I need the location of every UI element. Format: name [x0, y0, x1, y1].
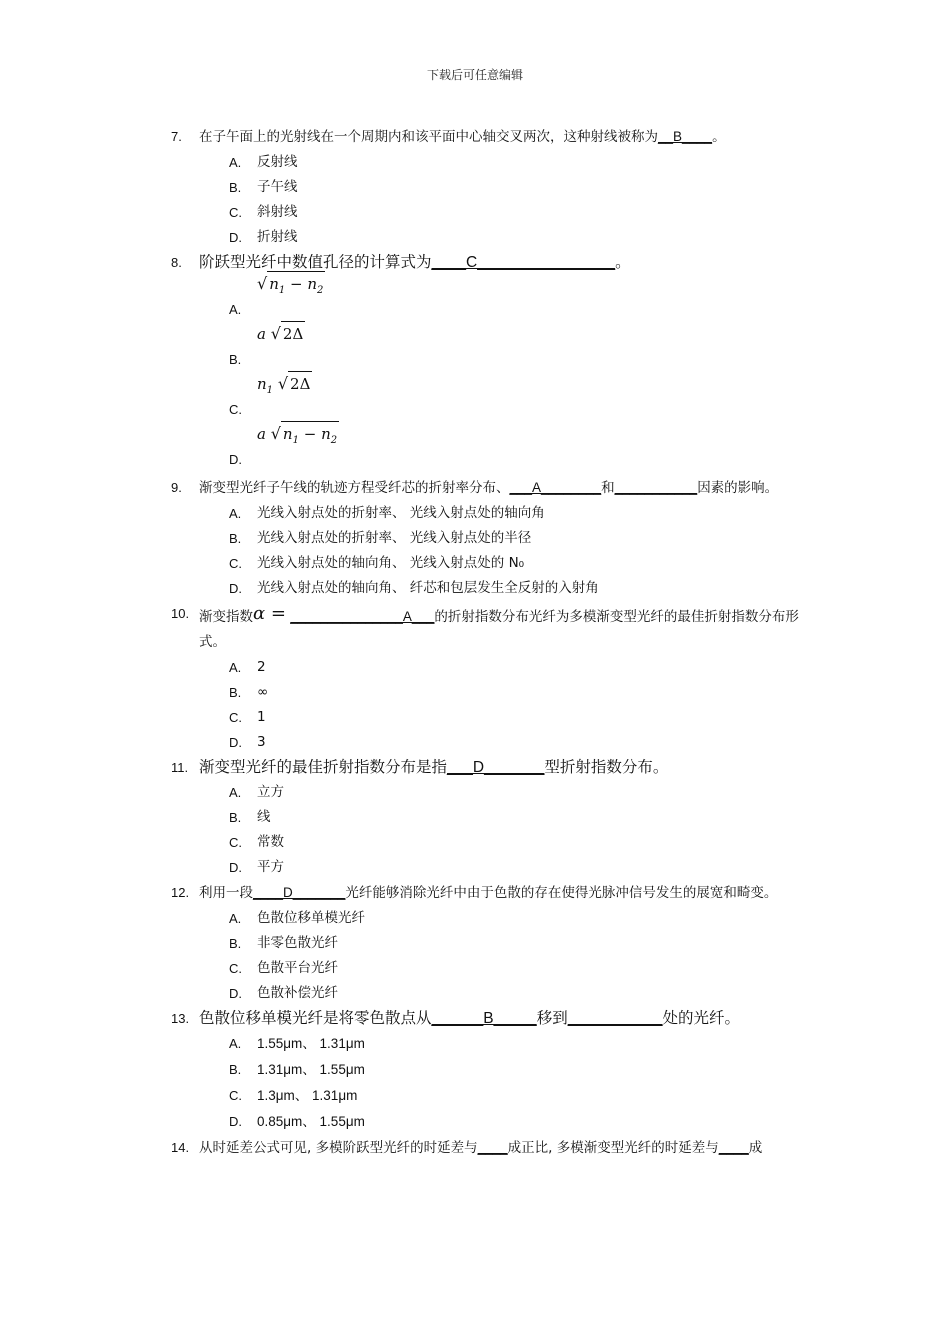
option-b [0, 680, 950, 705]
option-b [0, 526, 950, 551]
option-text: 光线入射点处的轴向角、 光线入射点处的 N₀ [257, 555, 525, 571]
option-d [0, 225, 950, 250]
option-text: 非零色散光纤 [257, 935, 338, 951]
option-d [0, 576, 950, 601]
question-stem-end: 的折射指数分布光纤为多模渐变型光纤的最佳折射指数分布形式。 [199, 609, 799, 650]
question-stem-mid: 移到 [536, 1009, 568, 1027]
option-text: 立方 [257, 784, 284, 800]
question-stem-end: 处的光纤。 [662, 1009, 741, 1027]
option-label: B. [229, 810, 242, 825]
option-text: 反射线 [257, 154, 298, 170]
question-stem: 渐变型光纤子午线的轨迹方程受纤芯的折射率分布、 [199, 480, 510, 496]
option-text: 1 [257, 709, 266, 725]
option-text: 色散平台光纤 [257, 960, 338, 976]
option-text: 1.3μm、 1.31μm [257, 1088, 358, 1103]
formula-a-sqrt-2-delta: a √ 2Δ [257, 321, 305, 347]
option-label: A. [229, 660, 242, 675]
option-label: C. [229, 1088, 242, 1103]
answer-blank: ____C________________ [431, 254, 616, 271]
question-stem-mid: 成正比, 多模渐变型光纤的时延差与 [507, 1140, 719, 1156]
option-a [0, 501, 950, 526]
question-number: 9. [171, 480, 182, 495]
option-text: ∞ [257, 684, 269, 700]
option-b [0, 325, 950, 375]
option-label: B. [229, 1062, 242, 1077]
option-label: D. [229, 581, 242, 596]
formula-sqrt-n1-minus-n2: √ $n_1 - n_2$ [257, 271, 325, 303]
question-stem: 色散位移单模光纤是将零色散点从 [199, 1009, 432, 1027]
option-d [0, 855, 950, 880]
option-text: 0.85μm、 1.55μm [257, 1114, 365, 1129]
question-stem-end: 光纤能够消除光纤中由于色散的存在使得光脉冲信号发生的展宽和畸变。 [345, 885, 778, 901]
option-label: D. [229, 860, 242, 875]
option-c [0, 375, 950, 425]
question-number: 14. [171, 1140, 190, 1155]
question-number: 8. [171, 255, 182, 270]
alpha-symbol: α = [253, 603, 286, 624]
option-c [0, 956, 950, 981]
question-13 [0, 1006, 819, 1031]
option-label: A. [229, 506, 242, 521]
question-stem-end: 型折射指数分布。 [544, 758, 669, 776]
question-10 [0, 601, 819, 655]
question-list [0, 124, 950, 1160]
answer-blank: ___A________ [509, 480, 602, 495]
question-stem-end: 成 [748, 1140, 763, 1156]
formula-n1-sqrt-2-delta: $n_1$ √ 2Δ [257, 371, 312, 403]
option-label: A. [229, 1036, 242, 1051]
question-number: 11. [171, 760, 189, 775]
option-c [0, 705, 950, 730]
option-a [0, 780, 950, 805]
option-label: D. [229, 230, 242, 245]
answer-blank: __B____ [658, 129, 713, 144]
question-stem-end: 。 [712, 129, 726, 145]
question-8 [0, 250, 819, 275]
option-a [0, 655, 950, 680]
option-text: 常数 [257, 834, 284, 850]
option-label: D. [229, 986, 242, 1001]
question-stem-mid: 和 [601, 480, 615, 496]
question-14 [0, 1135, 819, 1160]
question-12 [0, 880, 819, 906]
option-b [0, 1057, 950, 1083]
answer-blank: _______________A___ [290, 609, 435, 624]
question-number: 10. [171, 606, 190, 621]
question-stem: 阶跃型光纤中数值孔径的计算式为 [199, 253, 432, 271]
question-stem: 渐变指数 [199, 609, 253, 625]
option-text: 子午线 [257, 179, 298, 195]
question-stem-end: 因素的影响。 [697, 480, 779, 496]
question-7 [0, 124, 819, 150]
option-d [0, 981, 950, 1006]
option-text: 光线入射点处的轴向角、 纤芯和包层发生全反射的入射角 [257, 580, 599, 596]
option-label: C. [229, 556, 242, 571]
option-text: 色散补偿光纤 [257, 985, 338, 1001]
option-text: 折射线 [257, 229, 298, 245]
option-label: B. [229, 685, 242, 700]
option-d [0, 730, 950, 755]
option-label: C. [229, 710, 242, 725]
answer-blank: ____D_______ [253, 885, 346, 900]
option-d [0, 1109, 950, 1135]
option-a [0, 906, 950, 931]
option-c [0, 830, 950, 855]
option-c [0, 551, 950, 576]
answer-blank: ___D_______ [447, 759, 545, 776]
option-text: 3 [257, 734, 266, 750]
option-label: D. [229, 1114, 242, 1129]
question-number: 7. [171, 129, 182, 144]
option-label: A. [229, 785, 242, 800]
question-stem: 利用一段 [199, 885, 253, 901]
answer-blank-2: ___________ [614, 480, 698, 495]
option-d [0, 425, 950, 475]
option-text: 2 [257, 659, 266, 675]
question-9 [0, 475, 819, 501]
option-label: A. [229, 155, 242, 170]
answer-blank-2: ____ [718, 1140, 749, 1155]
option-label: B. [229, 531, 242, 546]
option-label: C. [229, 205, 242, 220]
option-text: 平方 [257, 859, 284, 875]
option-label: A. [229, 302, 242, 317]
option-text: 1.55μm、 1.31μm [257, 1036, 365, 1051]
question-11 [0, 755, 819, 780]
answer-blank: ______B_____ [431, 1010, 537, 1027]
question-stem: 渐变型光纤的最佳折射指数分布是指 [199, 758, 448, 776]
option-label: C. [229, 835, 242, 850]
question-stem-end: 。 [615, 253, 631, 271]
answer-blank-2: ___________ [567, 1010, 663, 1027]
option-label: D. [229, 735, 242, 750]
option-label: B. [229, 936, 242, 951]
option-c [0, 1083, 950, 1109]
formula-a-sqrt-n1-minus-n2: a √ $n_1 - n_2$ [257, 421, 339, 453]
option-text: 光线入射点处的折射率、 光线入射点处的半径 [257, 530, 532, 546]
option-label: B. [229, 180, 242, 195]
option-a [0, 1031, 950, 1057]
option-text: 线 [257, 809, 271, 825]
option-text: 光线入射点处的折射率、 光线入射点处的轴向角 [257, 505, 545, 521]
option-a [0, 275, 950, 325]
option-label: A. [229, 911, 242, 926]
answer-blank: ____ [477, 1140, 508, 1155]
option-c [0, 200, 950, 225]
option-label: C. [229, 961, 242, 976]
option-text: 斜射线 [257, 204, 298, 220]
option-b [0, 931, 950, 956]
question-number: 12. [171, 885, 190, 900]
option-text: 1.31μm、 1.55μm [257, 1062, 365, 1077]
question-stem: 在子午面上的光射线在一个周期内和该平面中心轴交叉两次，这种射线被称为 [199, 129, 658, 145]
option-label: B. [229, 352, 242, 367]
question-stem: 从时延差公式可见, 多模阶跃型光纤的时延差与 [199, 1140, 478, 1156]
option-b [0, 175, 950, 200]
option-text: 色散位移单模光纤 [257, 910, 365, 926]
option-a [0, 150, 950, 175]
option-label: D. [229, 452, 242, 467]
page-header: 下载后可任意编辑 [426, 68, 523, 82]
option-label: C. [229, 402, 242, 417]
option-b [0, 805, 950, 830]
question-number: 13. [171, 1011, 190, 1026]
